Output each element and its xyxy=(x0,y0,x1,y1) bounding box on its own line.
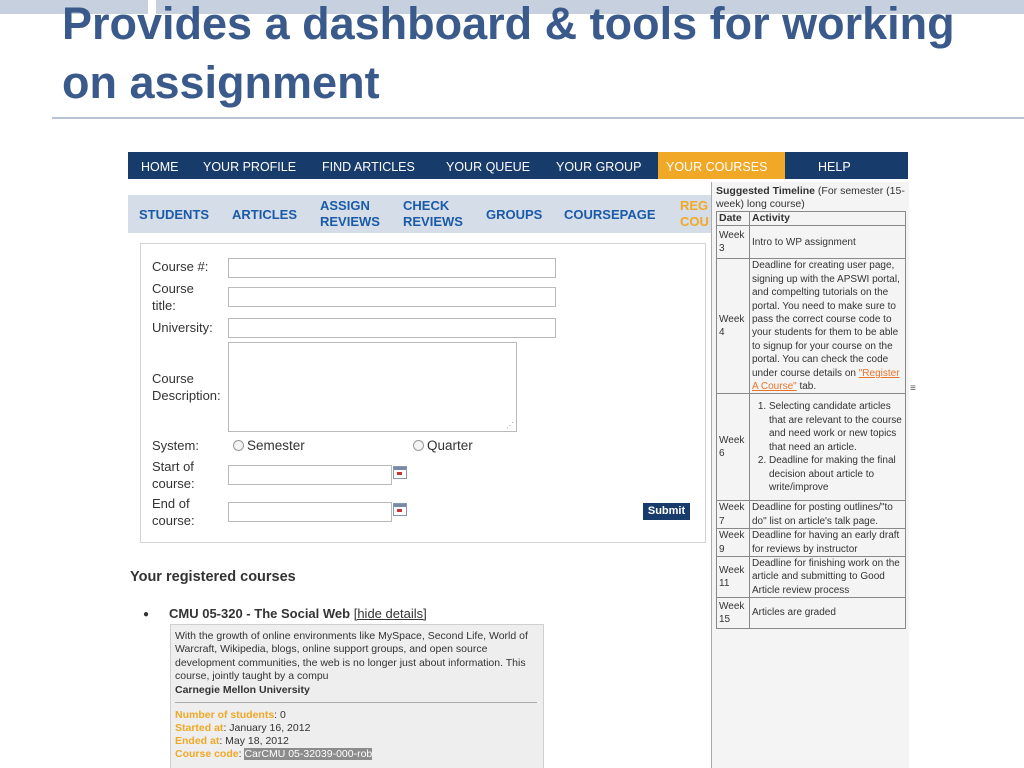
table-row xyxy=(717,529,906,557)
timeline-title-bold: Suggested Timeline xyxy=(716,185,815,197)
table-header-row xyxy=(717,212,906,226)
subnav-check-reviews[interactable] xyxy=(403,198,463,230)
course-description: With the growth of online environments like MySpace, Second Life, World of Warcraft, Wikipedia, blogs, online support groups, and open source development communities, the web is no longer just about information. This course, jointly taught by a compu xyxy=(175,630,528,683)
students-count-value: : 0 xyxy=(274,709,286,721)
activity-cell xyxy=(750,259,906,394)
registered-courses-heading: Your registered courses xyxy=(130,569,296,585)
resize-grip-icon[interactable]: ⋰ xyxy=(506,421,514,430)
started-at-row xyxy=(175,722,310,735)
week-cell: Week 7 xyxy=(717,501,750,529)
subnav-students[interactable]: STUDENTS xyxy=(139,207,210,222)
sub-nav xyxy=(128,195,728,233)
activity-cell xyxy=(750,394,906,501)
university-label: University: xyxy=(152,320,213,335)
subnav-register-line2: COU xyxy=(680,214,709,229)
students-count-row xyxy=(175,709,286,722)
submit-button[interactable]: Submit xyxy=(643,503,690,520)
start-date-input[interactable] xyxy=(228,465,392,485)
course-code-sep: : xyxy=(238,748,245,760)
title-divider xyxy=(52,117,1024,119)
course-form xyxy=(140,243,706,543)
quarter-radio[interactable] xyxy=(413,440,424,451)
system-label: System: xyxy=(152,438,199,453)
activity-text: Deadline for creating user page, signing up with the APSWI portal, and compelting tutorials on the portal. You need to make sure to pass the correct course code to your students for them to be able to signup for your course on the portal. You can check the code under course details on xyxy=(752,260,900,379)
university-input[interactable] xyxy=(228,318,556,338)
course-code-value[interactable]: CarCMU 05-32039-000-rob xyxy=(244,748,373,760)
end-date-label: End of course: xyxy=(152,496,195,528)
subnav-assign-reviews[interactable] xyxy=(320,198,380,230)
nav-home[interactable]: HOME xyxy=(141,160,179,174)
end-date-input[interactable] xyxy=(228,502,392,522)
table-row xyxy=(717,598,906,629)
list-item: 1. Selecting candidate articles that are relevant to the course and need work or new topics that need an article. xyxy=(769,400,903,454)
list-item: 2. Deadline for making the final decision about article to write/improve xyxy=(769,454,903,494)
table-row xyxy=(717,226,906,259)
activity-text-end: tab. xyxy=(796,381,817,393)
subnav-check-line2: REVIEWS xyxy=(403,214,463,229)
week-cell: Week 11 xyxy=(717,556,750,597)
activity-cell: Deadline for having an early draft for reviews by instructor xyxy=(750,529,906,557)
started-at-value: : January 16, 2012 xyxy=(223,722,311,734)
column-header-activity: Activity xyxy=(750,212,906,226)
subnav-articles[interactable]: ARTICLES xyxy=(232,207,297,222)
activity-cell: Deadline for finishing work on the article and submitting to Good Article review process xyxy=(750,556,906,597)
top-nav xyxy=(128,152,908,179)
hide-details-link[interactable]: [hide details] xyxy=(353,606,427,621)
subnav-assign-line1: ASSIGN xyxy=(320,198,370,213)
drag-handle-icon[interactable]: ≡ xyxy=(910,383,916,394)
bullet-icon: ● xyxy=(143,609,150,620)
course-item-title xyxy=(169,606,427,621)
column-header-date: Date xyxy=(717,212,750,226)
course-title-input[interactable] xyxy=(228,287,556,307)
timeline-title-rest: (For semester (15-week) long course) xyxy=(716,185,905,210)
course-number-input[interactable] xyxy=(228,258,556,278)
activity-cell: Intro to WP assignment xyxy=(750,226,906,259)
course-details xyxy=(170,624,544,768)
week-cell: Week 9 xyxy=(717,529,750,557)
register-course-link[interactable]: "Register A Course" xyxy=(752,367,900,393)
semester-label: Semester xyxy=(247,438,305,453)
course-university: Carnegie Mellon University xyxy=(175,684,310,696)
ended-at-row xyxy=(175,735,289,748)
ended-at-key: Ended at xyxy=(175,735,220,747)
timeline-table xyxy=(716,211,906,629)
started-at-key: Started at xyxy=(175,722,224,734)
description-label: Course Description: xyxy=(152,371,221,403)
table-row xyxy=(717,556,906,597)
activity-cell: Deadline for posting outlines/"to do" list on article's talk page. xyxy=(750,501,906,529)
nav-your-courses[interactable]: YOUR COURSES xyxy=(658,152,785,179)
subnav-register-line1: REG xyxy=(680,198,709,213)
table-row xyxy=(717,259,906,394)
nav-help[interactable]: HELP xyxy=(818,160,851,174)
embedded-screenshot xyxy=(128,145,918,768)
activity-list xyxy=(752,400,903,494)
course-code-row xyxy=(175,748,372,761)
details-divider xyxy=(175,702,537,703)
week-cell: Week 6 xyxy=(717,394,750,501)
start-date-label: Start of course: xyxy=(152,459,195,491)
week-cell: Week 15 xyxy=(717,598,750,629)
course-name: CMU 05-320 - The Social Web xyxy=(169,606,351,621)
calendar-icon[interactable] xyxy=(393,466,407,479)
week-cell: Week 4 xyxy=(717,259,750,394)
semester-radio[interactable] xyxy=(233,440,244,451)
nav-find-articles[interactable]: FIND ARTICLES xyxy=(322,160,415,174)
nav-your-group[interactable]: YOUR GROUP xyxy=(556,160,642,174)
description-textarea[interactable] xyxy=(228,342,517,432)
ended-at-value: : May 18, 2012 xyxy=(219,735,289,747)
table-row xyxy=(717,394,906,501)
course-number-label: Course #: xyxy=(152,259,209,274)
subnav-groups[interactable]: GROUPS xyxy=(486,207,543,222)
calendar-icon[interactable] xyxy=(393,503,407,516)
quarter-label: Quarter xyxy=(427,438,473,453)
slide-title: Provides a dashboard & tools for working on assignment xyxy=(62,0,955,108)
subnav-assign-line2: REVIEWS xyxy=(320,214,380,229)
activity-cell: Articles are graded xyxy=(750,598,906,629)
nav-your-profile[interactable]: YOUR PROFILE xyxy=(203,160,297,174)
nav-your-queue[interactable]: YOUR QUEUE xyxy=(446,160,531,174)
course-code-key: Course code xyxy=(175,748,239,760)
table-row xyxy=(717,501,906,529)
subnav-check-line1: CHECK xyxy=(403,198,450,213)
timeline-panel xyxy=(711,182,909,768)
subnav-coursepage[interactable]: COURSEPAGE xyxy=(564,207,656,222)
week-cell: Week 3 xyxy=(717,226,750,259)
subnav-register-course[interactable] xyxy=(680,198,711,230)
timeline-title xyxy=(716,185,908,211)
students-count-key: Number of students xyxy=(175,709,275,721)
course-title-label: Course title: xyxy=(152,281,194,313)
